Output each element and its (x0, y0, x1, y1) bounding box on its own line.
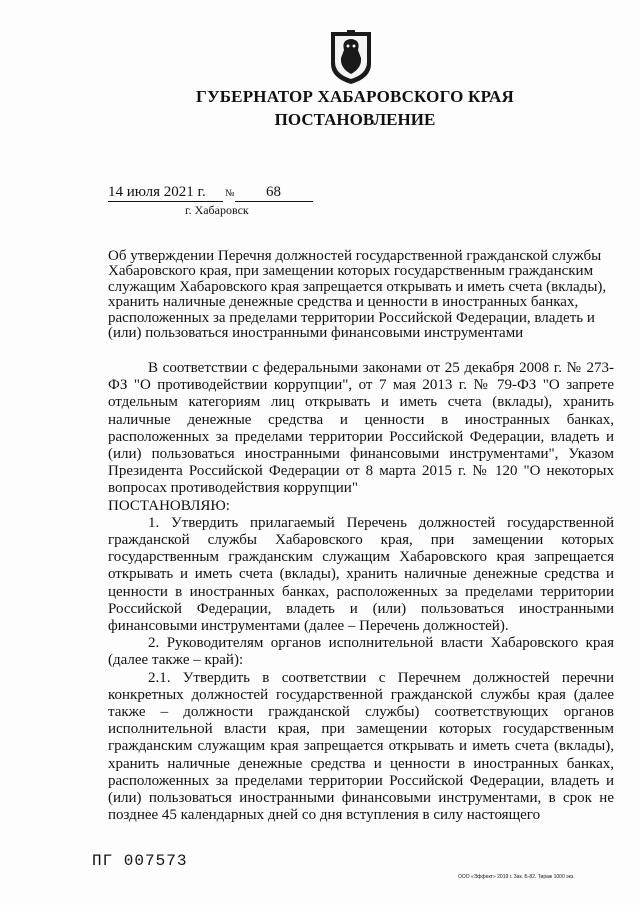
form-serial-code: ПГ 007573 (92, 852, 188, 870)
document-subject: Об утверждении Перечня должностей государственной гражданской службы Хабаровского края, при замещении которых государственным гражданским служащим Хабаровского края запрещается открывать и иметь счета (вклады), хранить наличные денежные средства и ценности в иностранных банках, расположенных за пределами территории Российской Федерации, владеть и (или) пользоваться иностранными финансовыми инструментами (108, 248, 607, 342)
document-number: 68 (235, 184, 313, 202)
date-number-line (108, 184, 313, 202)
issuer-title: ГУБЕРНАТОР ХАБАРОВСКОГО КРАЯ (196, 87, 514, 106)
document-type: ПОСТАНОВЛЕНИЕ (274, 110, 436, 129)
item-1-paragraph: 1. Утвердить прилагаемый Перечень должностей государственной гражданской службы Хабаровского края, при замещении которых государственным гражданским служащим Хабаровского края запрещается открывать и иметь счета (вклады), хранить наличные денежные средства и ценности в иностранных банках, расположенных за пределами территории Российской Федерации, владеть и (или) пользоваться иностранными финансовыми инструментами (далее – Перечень должностей). (108, 514, 614, 635)
resolve-heading: ПОСТАНОВЛЯЮ: (108, 497, 230, 514)
coat-of-arms-icon (327, 28, 375, 86)
city: г. Хабаровск (185, 203, 249, 217)
document-body (108, 360, 614, 824)
printer-imprint: ООО «Эффект» 2019 г. Зак. Б-82. Тираж 1000 экз. (458, 874, 575, 880)
preamble-paragraph: В соответствии с федеральными законами от 25 декабря 2008 г. № 273-ФЗ "О противодействии коррупции", от 7 мая 2013 г. № 79-ФЗ "О запрете отдельным категориям лиц открывать и иметь счета (вклады), хранить наличные денежные средства и ценности в иностранных банках, расположенных за пределами территории Российской Федерации, владеть и (или) пользоваться иностранными финансовыми инструментами", Указом Президента Российской Федерации от 8 марта 2015 г. № 120 "О некоторых вопросах противодействия коррупции" (108, 360, 614, 497)
item-2-1-paragraph: 2.1. Утвердить в соответствии с Перечнем должностей перечни конкретных должностей государственной гражданской службы края (далее также – должности гражданской службы) соответствующих органов исполнительной власти края, при замещении которых государственным гражданским служащим края запрещается открывать и иметь счета (вклады), хранить наличные денежные средства и ценности в иностранных банках, расположенных за пределами территории Российской Федерации, владеть и (или) пользоваться иностранными финансовыми инструментами, в срок не позднее 45 календарных дней со дня вступления в силу настоящего (108, 669, 614, 824)
item-2-paragraph: 2. Руководителям органов исполнительной власти Хабаровского края (далее также – край): (108, 635, 614, 669)
document-date: 14 июля 2021 г. (108, 184, 223, 202)
number-label: № (225, 188, 235, 199)
